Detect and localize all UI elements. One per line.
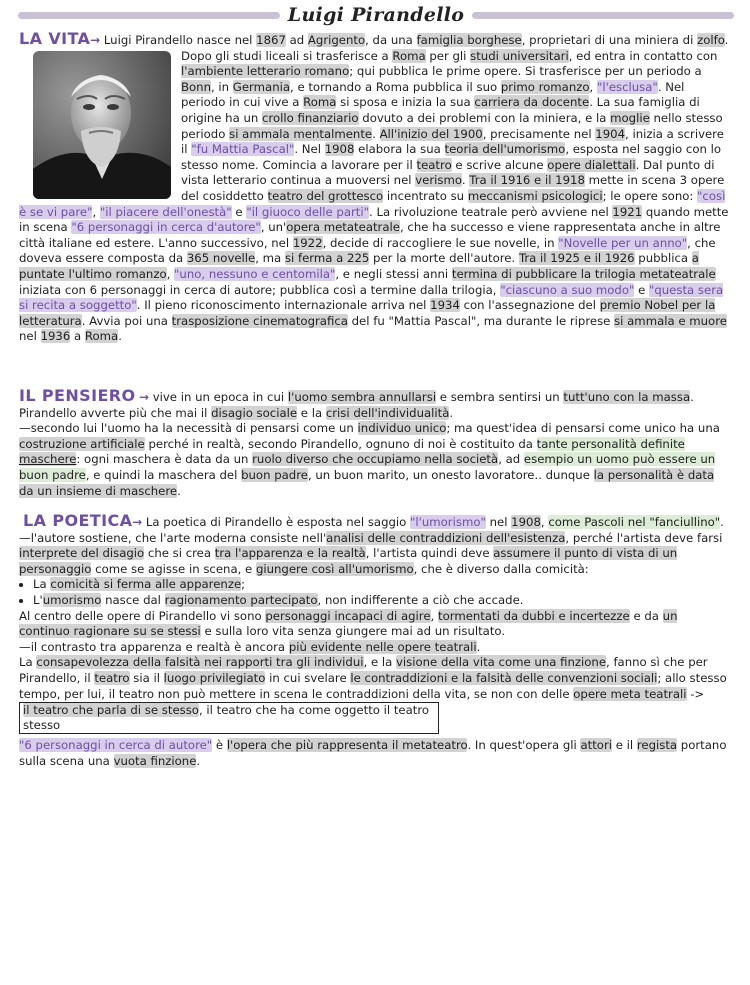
pensiero-arrow: →	[139, 390, 150, 404]
title-bar-right	[472, 12, 734, 19]
pirandello-portrait-image	[33, 51, 171, 199]
metateatro-definition-box: il teatro che parla di se stesso, il teatro che ha come oggetto il teatro stesso	[19, 702, 439, 734]
section-pensiero	[19, 388, 731, 499]
poetica-paragraph-4: —il contrasto tra apparenza e realtà è ancora più evidente nelle opere teatrali.	[19, 639, 481, 654]
vita-arrow: →	[90, 33, 101, 47]
list-item: • L'umorismo nasce dal ragionamento partecipato, non indifferente a ciò che accade.	[33, 593, 731, 609]
section-vita	[19, 31, 731, 345]
vita-heading: LA VITA	[19, 29, 91, 48]
poetica-paragraph-1: LA POETICA→ La poetica di Pirandello è esposta nel saggio "l'umorismo" nel 1908, come Pascoli nel "fanciullino".	[23, 511, 724, 530]
poetica-arrow: →	[132, 515, 143, 529]
poetica-paragraph-6: "6 personaggi in cerca di autore" è l'opera che più rappresenta il metateatro. In quest'opera gli attori e il regista portano sulla scena una vuota finzione.	[19, 738, 727, 768]
poetica-heading: LA POETICA	[23, 511, 133, 530]
pensiero-paragraph-1: IL PENSIERO → vive in un epoca in cui l'uomo sembra annullarsi e sembra sentirsi un tutt'uno con la massa. Pirandello avverte più che mai il disagio sociale e la crisi dell'individualità.	[19, 386, 694, 420]
poetica-paragraph-2: —l'autore sostiene, che l'arte moderna consiste nell'analisi delle contraddizioni dell'esistenza, perché l'artista deve farsi interprete del disagio che si crea tra l'apparenza e la realtà, l'artista quindi deve assumere il punto di vista di un personaggio come se agisse in scena, e giungere così all'umorismo, che è diverso dalla comicità:	[19, 530, 723, 576]
section-poetica	[19, 513, 731, 769]
page-title: Luigi Pirandello	[287, 4, 465, 26]
poetica-paragraph-5: La consapevolezza della falsità nei rapporti tra gli individui, e la visione della vita come una finzione, fanno sì che per Pirandello, il teatro sia il luogo privilegiato in cui svelare le contraddizioni e la falsità delle convenzioni sociali; allo stesso tempo, per lui, il teatro non può mettere in scena le contraddizioni della vita, se non con delle opere meta teatrali -> il teatro che parla di se stesso, il teatro che ha come oggetto il teatro stesso	[19, 655, 727, 733]
title-band	[14, 4, 736, 28]
pensiero-paragraph-2: —secondo lui l'uomo ha la necessità di pensarsi come un individuo unico; ma quest'idea di pensarsi come unico ha una costruzione artificiale perché in realtà, secondo Pirandello, ognuno di noi è costituito da tante personalità definite maschere: ogni maschera è data da un ruolo diverso che occupiamo nella società, ad esempio un uomo può essere un buon padre, e quindi la maschera del buon padre, un buon marito, un onesto lavoratore.. dunque la personalità è data da un insieme di maschere.	[19, 421, 720, 498]
poetica-list	[19, 577, 731, 608]
title-bar-left	[18, 12, 280, 19]
vita-paragraph: LA VITA→ Luigi Pirandello nasce nel 1867 ad Agrigento, da una famiglia borghese, proprietari di una miniera di zolfo. Dopo gli studi liceali si trasferisce a Roma per gli studi universitari, ed entra in contatto con l'ambiente letterario romano; qui pubblica le prime opere. Si trasferisce per un periodo a Bonn, in Germania, e tornando a Roma pubblica il suo primo romanzo, "l'esclusa". Nel periodo in cui vive a Roma si sposa e inizia la sua carriera da docente. La sua famiglia di origine ha un crollo finanziario dovuto a dei problemi con la miniera, e la moglie nello stesso periodo si ammala mentalmente. All'inizio del 1900, precisamente nel 1904, inizia a scrivere il "fu Mattia Pascal". Nel 1908 elabora la sua teoria dell'umorismo, esposta nel saggio con lo stesso nome. Comincia a lavorare per il teatro e scrive alcune opere dialettali. Dal punto di vista letterario continua a muoversi nel verismo. Tra il 1916 e il 1918 mette in scena 3 opere del cosiddetto teatro del grottesco incentrato su meccanismi psicologici; le opere sono: "così è se vi pare", "il piacere dell'onestà" e "il giuoco delle parti". La rivoluzione teatrale però avviene nel 1921 quando mette in scena "6 personaggi in cerca d'autore", un'opera metateatrale, che ha successo e viene rappresentata anche in altre città italiane ed estere. L'anno successivo, nel 1922, decide di raccogliere le sue novelle, in "Novelle per un anno", che doveva essere composta da 365 novelle, ma si ferma a 225 per la morte dell'autore. Tra il 1925 e il 1926 pubblica a puntate l'ultimo romanzo, "uno, nessuno e centomila", e negli stessi anni termina di pubblicare la trilogia metateatrale iniziata con 6 personaggi in cerca di autore; pubblica così a termine dalla trilogia, "ciascuno a suo modo" e "questa sera si recita a soggetto". Il pieno riconoscimento internazionale arriva nel 1934 con l'assegnazione del premio Nobel per la letteratura. Avvia poi una trasposizione cinematografica del fu "Mattia Pascal", ma durante le riprese si ammala e muore nel 1936 a Roma.	[19, 29, 729, 344]
poetica-paragraph-3: Al centro delle opere di Pirandello vi sono personaggi incapaci di agire, tormentati da dubbi e incertezze e da un continuo ragionare su se stessi e sulla loro vita senza giungere mai ad un risultato.	[19, 608, 678, 639]
pensiero-heading: IL PENSIERO	[19, 386, 136, 405]
list-item: • La comicità si ferma alle apparenze;	[33, 577, 731, 593]
